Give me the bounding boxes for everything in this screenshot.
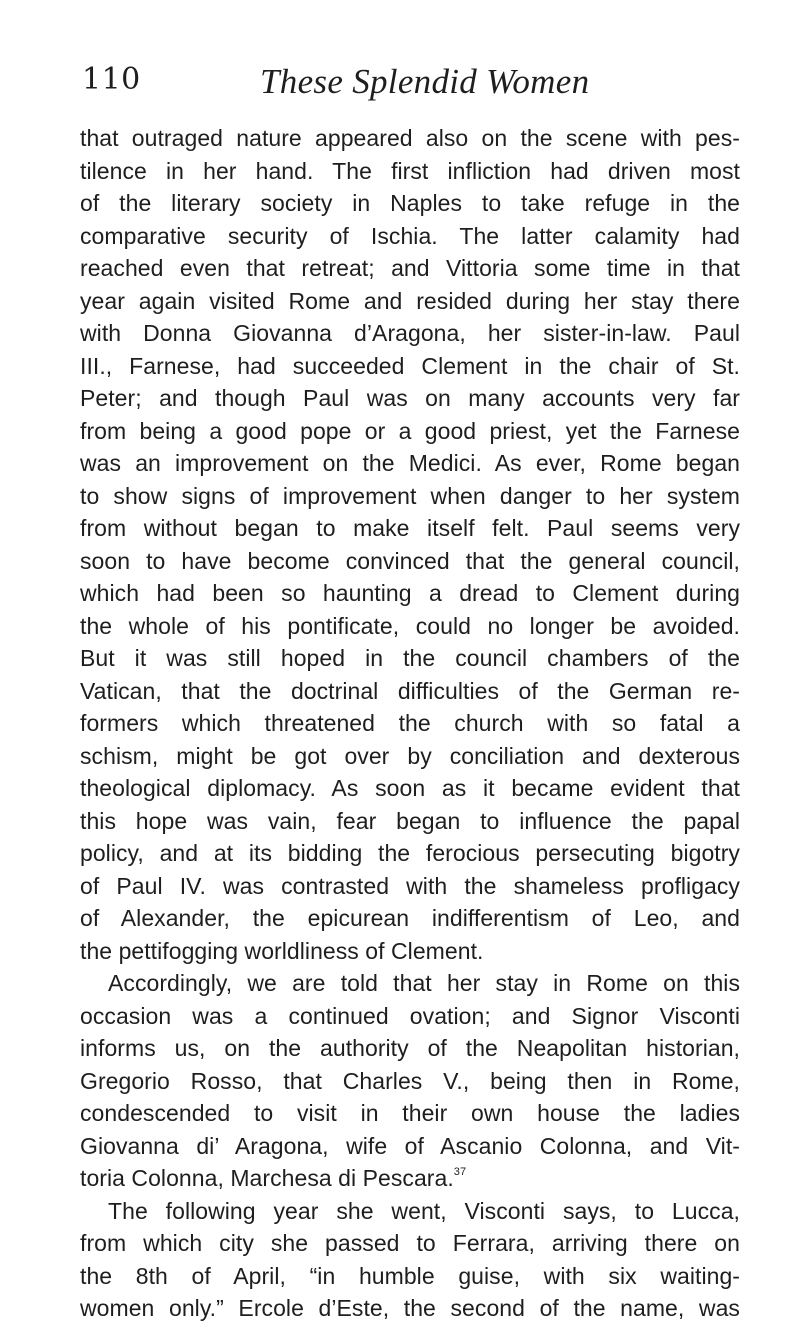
footnote-marker: 37 xyxy=(453,1166,467,1178)
text-line: Giovanna di’ Aragona, wife of Ascanio Colonna, and Vit- xyxy=(80,1132,740,1159)
text-line: Gregorio Rosso, that Charles V., being then in Rome, xyxy=(80,1067,740,1094)
text-line-with-footnote xyxy=(80,1162,740,1195)
text-line: that outraged nature appeared also on the scene with pes- xyxy=(80,125,740,151)
text-line: of the literary society in Naples to take refuge in the xyxy=(80,190,740,216)
text-line: the 8th of April, “in humble guise, with six waiting- xyxy=(80,1262,740,1289)
text-line: of Alexander, the epicurean indifferentism of Leo, and xyxy=(80,905,740,931)
text-line: theological diplomacy. As soon as it became evident that xyxy=(80,775,740,801)
text-line: which had been so haunting a dread to Clement during xyxy=(80,580,740,606)
text-line: III., Farnese, had succeeded Clement in the chair of St. xyxy=(80,352,740,379)
text-line: Accordingly, we are told that her stay in Rome on this xyxy=(108,970,740,996)
text-line: policy, and at its bidding the ferocious persecuting bigotry xyxy=(80,840,740,866)
text-line: with Donna Giovanna d’Aragona, her sister-in-law. Paul xyxy=(80,320,740,346)
running-title: These Splendid Women xyxy=(260,62,590,101)
text-line: from which city she passed to Ferrara, arriving there on xyxy=(80,1230,740,1256)
body-text xyxy=(80,122,740,1325)
text-line: The following year she went, Visconti says, to Lucca, xyxy=(108,1197,740,1224)
text-line: year again visited Rome and resided during her stay there xyxy=(80,287,740,314)
text-line: was an improvement on the Medici. As ever, Rome began xyxy=(80,450,740,476)
text-line: Vatican, that the doctrinal difficulties of the German re- xyxy=(80,677,740,704)
text-line: this hope was vain, fear began to influence the papal xyxy=(80,807,740,834)
text-line: the pettifogging worldliness of Clement. xyxy=(80,937,484,964)
text-line: tilence in her hand. The first infliction had driven most xyxy=(80,157,740,184)
text-line: of Paul IV. was contrasted with the shameless profligacy xyxy=(80,872,740,899)
text-line: comparative security of Ischia. The latter calamity had xyxy=(80,222,740,249)
page-header xyxy=(80,62,740,106)
text-line: from being a good pope or a good priest, yet the Farnese xyxy=(80,417,740,444)
text-line: But it was still hoped in the council chambers of the xyxy=(80,645,740,671)
text-line: reached even that retreat; and Vittoria some time in that xyxy=(80,255,740,281)
text-line: Peter; and though Paul was on many accounts very far xyxy=(80,385,740,411)
text-line: occasion was a continued ovation; and Signor Visconti xyxy=(80,1002,740,1029)
text-line: from without began to make itself felt. Paul seems very xyxy=(80,515,740,541)
text-line: formers which threatened the church with so fatal a xyxy=(80,710,740,736)
text-line: soon to have become convinced that the general council, xyxy=(80,547,740,574)
text-line: the whole of his pontificate, could no longer be avoided. xyxy=(80,612,740,639)
text-line: to show signs of improvement when danger to her system xyxy=(80,482,740,509)
text-line: schism, might be got over by conciliation and dexterous xyxy=(80,742,740,769)
text-line: women only.” Ercole d’Este, the second of the name, was xyxy=(80,1295,740,1321)
text-line: informs us, on the authority of the Neapolitan historian, xyxy=(80,1035,740,1061)
page-number: 110 xyxy=(82,62,141,97)
text-line: condescended to visit in their own house the ladies xyxy=(80,1100,740,1126)
text-line-content: toria Colonna, Marchesa di Pescara. xyxy=(80,1165,454,1191)
